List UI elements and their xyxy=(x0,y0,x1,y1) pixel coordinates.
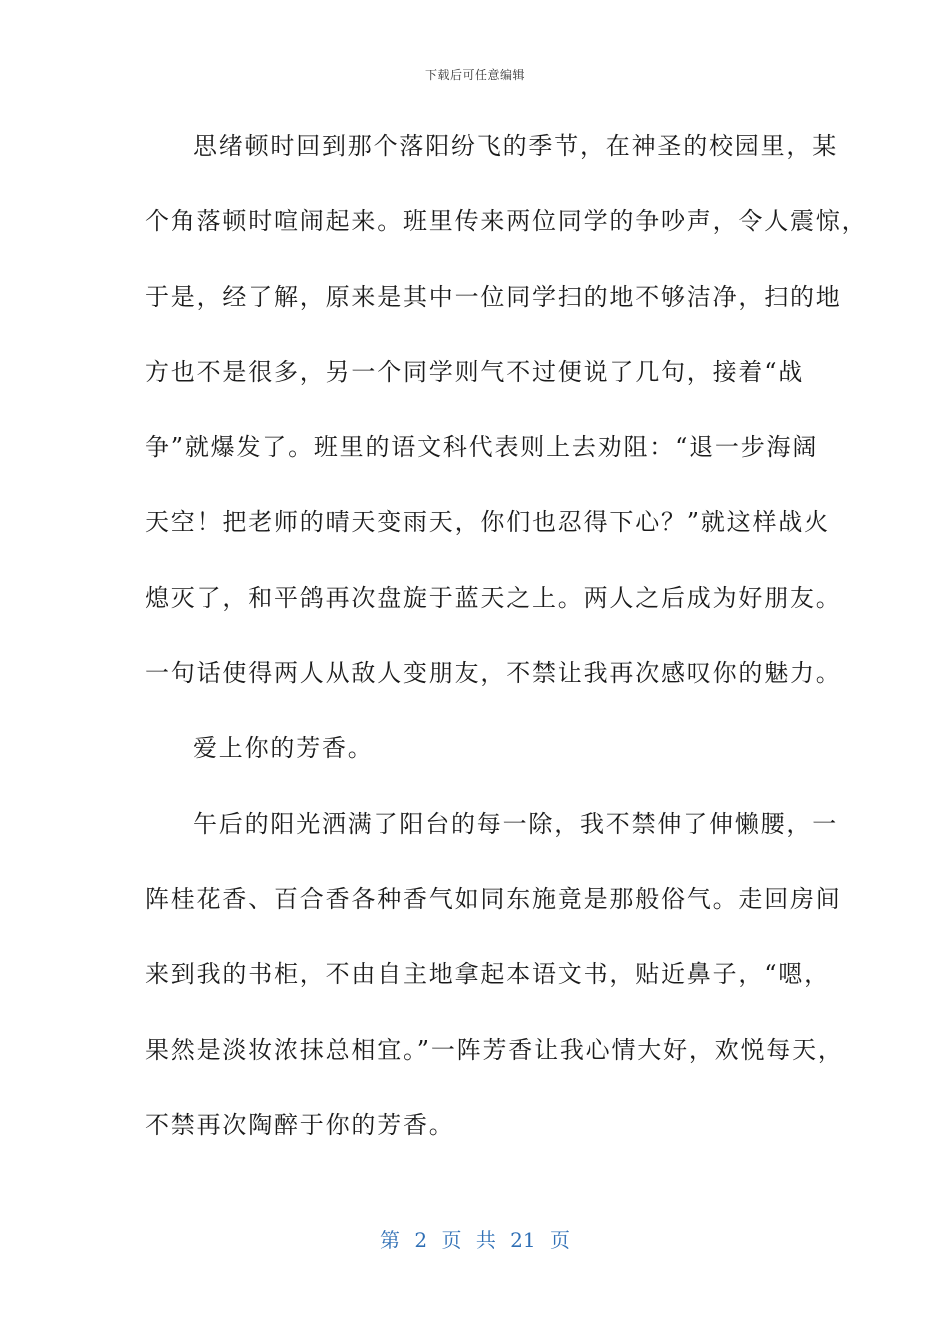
paragraph-line: 阵桂花香、百合香各种香气如同东施竟是那般俗气。走回房间 xyxy=(145,884,842,913)
paragraph-line: 争”就爆发了。班里的语文科代表则上去劝阻：“退一步海阔 xyxy=(145,433,819,462)
page-header: 下载后可任意编辑 xyxy=(424,68,525,82)
footer-page-word: 页 xyxy=(441,1228,462,1252)
page-footer xyxy=(0,1224,950,1253)
footer-total-word: 共 xyxy=(475,1228,496,1252)
paragraph-line: 不禁再次陶醉于你的芳香。 xyxy=(145,1110,455,1139)
paragraph-line: 个角落顿时喧闹起来。班里传来两位同学的争吵声，令人震惊， xyxy=(145,207,868,236)
body-text xyxy=(145,120,868,1174)
paragraph-line: 一句话使得两人从敌人变朋友，不禁让我再次感叹你的魅力。 xyxy=(145,659,842,688)
paragraph-line: 午后的阳光洒满了阳台的每一除，我不禁伸了伸懒腰，一 xyxy=(193,809,838,838)
paragraph-line: 熄灭了，和平鸽再次盘旋于蓝天之上。两人之后成为好朋友。 xyxy=(145,583,842,612)
paragraph-line: 方也不是很多，另一个同学则气不过便说了几句，接着“战 xyxy=(145,357,805,386)
footer-prefix: 第 xyxy=(380,1228,400,1252)
total-page-count: 21 xyxy=(510,1228,536,1252)
current-page-number: 2 xyxy=(414,1228,428,1252)
section-heading: 爱上你的芳香。 xyxy=(193,734,374,763)
footer-suffix: 页 xyxy=(549,1228,570,1252)
paragraph-line: 天空！把老师的晴天变雨天，你们也忍得下心？”就这样战火 xyxy=(145,508,830,537)
paragraph-line: 果然是淡妆浓抹总相宜。”一阵芳香让我心情大好，欢悦每天， xyxy=(145,1035,844,1064)
paragraph-line: 来到我的书柜，不由自主地拿起本语文书，贴近鼻子，“嗯， xyxy=(145,960,830,989)
paragraph-line: 于是，经了解，原来是其中一位同学扫的地不够洁净，扫的地 xyxy=(145,282,842,311)
paragraph-line: 思绪顿时回到那个落阳纷飞的季节，在神圣的校园里，某 xyxy=(193,132,838,160)
